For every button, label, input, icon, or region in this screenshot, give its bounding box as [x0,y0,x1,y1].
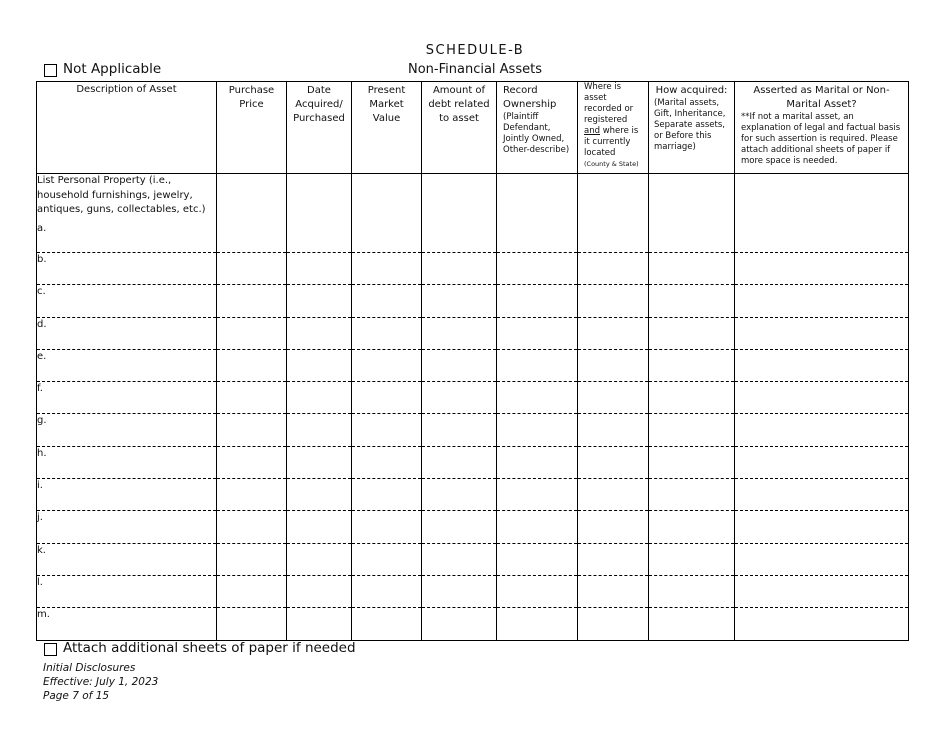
cell-description[interactable] [37,543,217,575]
cell-date-acquired[interactable] [287,174,352,253]
col-header-purchase-price: Purchase Price [217,82,287,174]
table-row [37,253,909,285]
cell-asserted-marital[interactable] [735,285,909,317]
cell-record-ownership[interactable] [497,349,578,381]
cell-record-ownership[interactable] [497,174,578,253]
row-label: g. [37,415,47,427]
attach-sheets-label: Attach additional sheets of paper if needed [63,640,356,656]
cell-date-acquired[interactable] [287,285,352,317]
cell-description[interactable] [37,317,217,349]
cell-asserted-marital[interactable] [735,382,909,414]
table-header-row [37,82,909,174]
cell-description[interactable] [37,382,217,414]
cell-how-acquired[interactable] [649,575,735,607]
cell-where-recorded[interactable] [578,446,649,478]
cell-where-recorded[interactable] [578,575,649,607]
cell-description[interactable] [37,349,217,381]
col-header-asserted-marital: Asserted as Marital or Non-Marital Asset? **If not a marital asset, an explanation of legal and factual basis for such assertion is required. Please attach additional sheets of paper if more space is needed. [735,82,909,174]
cell-how-acquired[interactable] [649,253,735,285]
cell-date-acquired[interactable] [287,414,352,446]
row-label: m. [37,609,50,621]
cell-record-ownership[interactable] [497,382,578,414]
row-label: f. [37,383,43,395]
cell-where-recorded[interactable] [578,414,649,446]
col-header-description: Description of Asset [37,82,217,174]
cell-purchase-price[interactable] [217,349,287,381]
cell-where-recorded[interactable] [578,285,649,317]
cell-date-acquired[interactable] [287,349,352,381]
table-row [37,608,909,640]
cell-record-ownership[interactable] [497,511,578,543]
cell-description[interactable] [37,174,217,253]
cell-present-market-value[interactable] [352,608,422,640]
cell-date-acquired[interactable] [287,479,352,511]
table-row [37,511,909,543]
cell-where-recorded[interactable] [578,174,649,253]
cell-record-ownership[interactable] [497,414,578,446]
cell-record-ownership[interactable] [497,575,578,607]
cell-amount-of-debt[interactable] [422,608,497,640]
col-header-where-recorded: Where is asset recorded or registered and where is it currently located (County & State) [578,82,649,174]
cell-present-market-value[interactable] [352,285,422,317]
cell-amount-of-debt[interactable] [422,479,497,511]
cell-present-market-value[interactable] [352,317,422,349]
cell-amount-of-debt[interactable] [422,285,497,317]
cell-asserted-marital[interactable] [735,511,909,543]
cell-purchase-price[interactable] [217,479,287,511]
table-row [37,414,909,446]
cell-how-acquired[interactable] [649,446,735,478]
cell-how-acquired[interactable] [649,317,735,349]
cell-where-recorded[interactable] [578,382,649,414]
cell-description[interactable] [37,446,217,478]
cell-date-acquired[interactable] [287,317,352,349]
cell-purchase-price[interactable] [217,446,287,478]
cell-purchase-price[interactable] [217,511,287,543]
cell-asserted-marital[interactable] [735,174,909,253]
cell-purchase-price[interactable] [217,575,287,607]
row-label: c. [37,286,46,298]
cell-purchase-price[interactable] [217,608,287,640]
cell-amount-of-debt[interactable] [422,511,497,543]
cell-present-market-value[interactable] [352,511,422,543]
row-label: e. [37,350,47,362]
cell-description[interactable] [37,414,217,446]
cell-how-acquired[interactable] [649,543,735,575]
cell-asserted-marital[interactable] [735,317,909,349]
col-header-how-acquired: How acquired: (Marital assets, Gift, Inheritance, Separate assets, or Before this marriage) [649,82,735,174]
cell-asserted-marital[interactable] [735,543,909,575]
cell-how-acquired[interactable] [649,174,735,253]
cell-how-acquired[interactable] [649,382,735,414]
cell-date-acquired[interactable] [287,575,352,607]
cell-record-ownership[interactable] [497,253,578,285]
cell-date-acquired[interactable] [287,253,352,285]
table-row [37,575,909,607]
page-subtitle: Non-Financial Assets [408,62,542,77]
cell-purchase-price[interactable] [217,317,287,349]
not-applicable-checkbox[interactable] [44,64,57,77]
cell-purchase-price[interactable] [217,285,287,317]
row-label: k. [37,544,46,556]
cell-present-market-value[interactable] [352,479,422,511]
col-header-amount-of-debt: Amount of debt related to asset [422,82,497,174]
cell-date-acquired[interactable] [287,382,352,414]
not-applicable-label: Not Applicable [63,61,162,77]
cell-description[interactable] [37,575,217,607]
cell-date-acquired[interactable] [287,608,352,640]
attach-sheets-checkbox[interactable] [44,643,57,656]
cell-description[interactable] [37,608,217,640]
cell-record-ownership[interactable] [497,543,578,575]
cell-purchase-price[interactable] [217,382,287,414]
cell-record-ownership[interactable] [497,285,578,317]
cell-how-acquired[interactable] [649,414,735,446]
cell-purchase-price[interactable] [217,414,287,446]
cell-present-market-value[interactable] [352,575,422,607]
cell-asserted-marital[interactable] [735,253,909,285]
table-row [37,317,909,349]
schedule-title: SCHEDULE-B [425,43,525,58]
cell-where-recorded[interactable] [578,543,649,575]
assets-table [36,81,909,641]
cell-asserted-marital[interactable] [735,479,909,511]
cell-asserted-marital[interactable] [735,608,909,640]
cell-where-recorded[interactable] [578,253,649,285]
cell-description[interactable] [37,479,217,511]
cell-present-market-value[interactable] [352,543,422,575]
cell-amount-of-debt[interactable] [422,382,497,414]
table-row [37,479,909,511]
col-header-record-ownership: Record Ownership (Plaintiff Defendant, Jointly Owned, Other-describe) [497,82,578,174]
cell-present-market-value[interactable] [352,174,422,253]
cell-amount-of-debt[interactable] [422,414,497,446]
cell-amount-of-debt[interactable] [422,543,497,575]
cell-amount-of-debt[interactable] [422,575,497,607]
cell-asserted-marital[interactable] [735,575,909,607]
cell-date-acquired[interactable] [287,511,352,543]
cell-description[interactable] [37,253,217,285]
cell-present-market-value[interactable] [352,446,422,478]
cell-where-recorded[interactable] [578,479,649,511]
table-row [37,382,909,414]
cell-amount-of-debt[interactable] [422,349,497,381]
cell-where-recorded[interactable] [578,608,649,640]
cell-amount-of-debt[interactable] [422,446,497,478]
cell-where-recorded[interactable] [578,511,649,543]
cell-amount-of-debt[interactable] [422,317,497,349]
cell-how-acquired[interactable] [649,479,735,511]
cell-asserted-marital[interactable] [735,414,909,446]
cell-description[interactable] [37,511,217,543]
cell-how-acquired[interactable] [649,511,735,543]
cell-how-acquired[interactable] [649,285,735,317]
cell-asserted-marital[interactable] [735,349,909,381]
cell-record-ownership[interactable] [497,446,578,478]
footer-doc-title: Initial Disclosures [43,662,136,674]
row-label: b. [37,254,47,265]
row-label: a. [37,222,47,234]
cell-purchase-price[interactable] [217,174,287,253]
row-label: d. [37,318,47,330]
table-row [37,446,909,478]
cell-record-ownership[interactable] [497,317,578,349]
cell-date-acquired[interactable] [287,543,352,575]
footer-page-number: Page 7 of 15 [43,690,110,702]
table-row [37,543,909,575]
row-label: h. [37,447,47,459]
cell-how-acquired[interactable] [649,608,735,640]
table-row [37,285,909,317]
cell-date-acquired[interactable] [287,446,352,478]
table-row [37,349,909,381]
col-header-present-market-value: Present Market Value [352,82,422,174]
cell-asserted-marital[interactable] [735,446,909,478]
cell-how-acquired[interactable] [649,349,735,381]
cell-record-ownership[interactable] [497,479,578,511]
col-header-date-acquired: Date Acquired/ Purchased [287,82,352,174]
cell-present-market-value[interactable] [352,382,422,414]
cell-present-market-value[interactable] [352,414,422,446]
row-label: j. [37,512,43,524]
cell-description[interactable] [37,285,217,317]
cell-where-recorded[interactable] [578,317,649,349]
footer-effective-date: Effective: July 1, 2023 [43,676,159,688]
cell-amount-of-debt[interactable] [422,253,497,285]
personal-property-instructions: List Personal Property (i.e., household furnishings, jewelry, antiques, guns, collectables, etc.) [37,175,206,215]
table-row [37,174,909,253]
row-label: l. [37,576,43,588]
cell-amount-of-debt[interactable] [422,174,497,253]
cell-record-ownership[interactable] [497,608,578,640]
cell-purchase-price[interactable] [217,543,287,575]
cell-present-market-value[interactable] [352,253,422,285]
cell-where-recorded[interactable] [578,349,649,381]
cell-purchase-price[interactable] [217,253,287,285]
cell-present-market-value[interactable] [352,349,422,381]
row-label: i. [37,480,43,492]
